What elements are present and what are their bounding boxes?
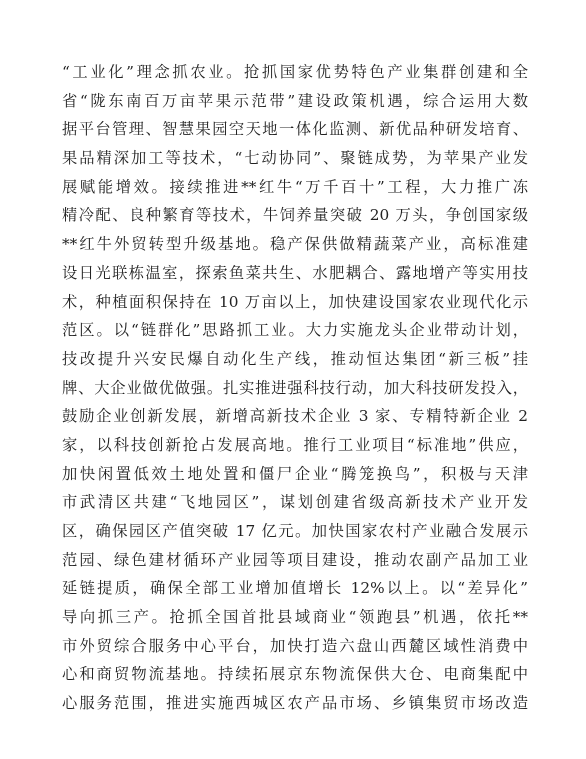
text-line: 心和商贸物流基地。持续拓展京东物流保供大仓、电商集配中 xyxy=(62,665,528,684)
text-line: 导向抓三产。抢抓全国首批县域商业“领跑县”机遇，依托** xyxy=(62,608,528,627)
text-line: 范区。以“链群化”思路抓工业。大力实施龙头企业带动计划， xyxy=(62,321,528,340)
text-line: 市外贸综合服务中心平台，加快打造六盘山西麓区域性消费中 xyxy=(62,636,528,655)
text-line: 展赋能增效。接续推进**红牛“万千百十”工程，大力推广冻 xyxy=(62,177,528,196)
text-line: 加快闲置低效土地处置和僵尸企业“腾笼换鸟”，积极与天津 xyxy=(62,464,528,483)
text-line: 延链提质，确保全部工业增加值增长 12%以上。以“差异化” xyxy=(62,579,528,598)
text-line: 设日光联栋温室，探索鱼菜共生、水肥耦合、露地增产等实用技 xyxy=(62,263,528,282)
text-line: 家，以科技创新抢占发展高地。推行工业项目“标准地”供应， xyxy=(62,435,528,454)
text-line: 技改提升兴安民爆自动化生产线，推动恒达集团“新三板”挂 xyxy=(62,349,528,368)
text-line: “工业化”理念抓农业。抢抓国家优势特色产业集群创建和全 xyxy=(62,63,528,81)
text-line: 区，确保园区产值突破 17 亿元。加快国家农村产业融合发展示 xyxy=(62,522,528,540)
text-line: 据平台管理、智慧果园空天地一体化监测、新优品种研发培育、 xyxy=(62,120,528,139)
text-line: 心服务范围，推进实施西城区农产品市场、乡镇集贸市场改造 xyxy=(62,694,528,713)
text-line: 术，种植面积保持在 10 万亩以上，加快建设国家农业现代化示 xyxy=(62,292,528,311)
text-line: 牌、大企业做优做强。扎实推进强科技行动，加大科技研发投入， xyxy=(62,378,528,397)
text-line: 果品精深加工等技术，“七动协同”、聚链成势，为苹果产业发 xyxy=(62,149,528,168)
text-line: 市武清区共建“飞地园区”，谋划创建省级高新技术产业开发 xyxy=(62,493,528,512)
text-line: 精冷配、良种繁育等技术，牛饲养量突破 20 万头，争创国家级 xyxy=(62,206,528,225)
text-line: **红牛外贸转型升级基地。稳产保供做精蔬菜产业，高标准建 xyxy=(62,235,528,254)
body-paragraph xyxy=(62,58,528,718)
text-line: 范园、绿色建材循环产业园等项目建设，推动农副产品加工业 xyxy=(62,550,528,569)
text-line: 省“陇东南百万亩苹果示范带”建设政策机遇，综合运用大数 xyxy=(62,91,528,110)
text-line: 鼓励企业创新发展，新增高新技术企业 3 家、专精特新企业 2 xyxy=(62,407,528,426)
